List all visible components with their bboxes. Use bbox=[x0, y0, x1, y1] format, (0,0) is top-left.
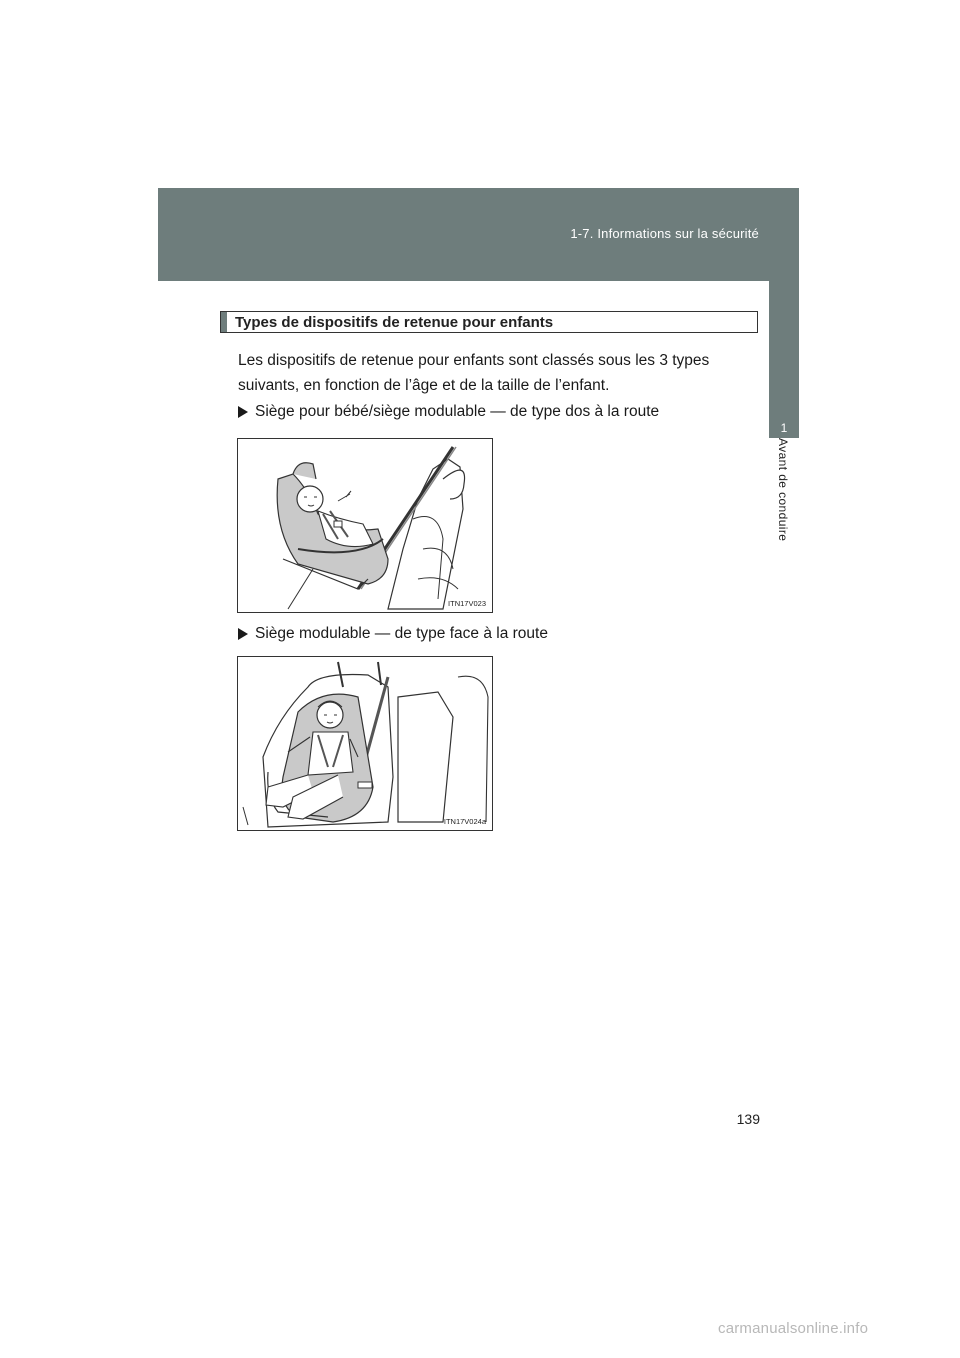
chapter-side-label bbox=[769, 438, 799, 588]
triangle-bullet-icon bbox=[238, 406, 248, 418]
figure-code: ITN17V023 bbox=[448, 599, 486, 608]
chapter-header-band bbox=[158, 188, 799, 281]
chapter-side-tab[interactable] bbox=[769, 281, 799, 438]
rear-facing-seat-drawing bbox=[238, 439, 492, 612]
illustration-forward-facing-seat bbox=[237, 656, 493, 831]
page-number: 139 bbox=[736, 1111, 760, 1127]
chapter-section-title: 1-7. Informations sur la sécurité bbox=[570, 226, 759, 241]
chapter-side-label-text: Avant de conduire bbox=[776, 438, 790, 542]
forward-facing-seat-drawing bbox=[238, 657, 492, 830]
chapter-number: 1 bbox=[780, 421, 788, 435]
bullet-item-label: Siège pour bébé/siège modulable — de type dos à la route bbox=[255, 403, 660, 420]
watermark-text[interactable]: carmanualsonline.info bbox=[718, 1320, 869, 1337]
bullet-item-forward-facing bbox=[238, 625, 548, 643]
illustration-rear-facing-seat bbox=[237, 438, 493, 613]
section-intro-paragraph: Les dispositifs de retenue pour enfants sont classés sous les 3 types suivants, en fonction de l’âge et de la taille de l’enfant. bbox=[238, 352, 710, 394]
triangle-bullet-icon bbox=[238, 628, 248, 640]
bullet-item-label: Siège modulable — de type face à la route bbox=[255, 625, 548, 642]
figure-code: ITN17V024a bbox=[443, 817, 486, 826]
section-heading bbox=[220, 311, 758, 333]
section-heading-text: Types de dispositifs de retenue pour enfants bbox=[235, 313, 554, 331]
bullet-item-rear-facing bbox=[238, 403, 659, 421]
